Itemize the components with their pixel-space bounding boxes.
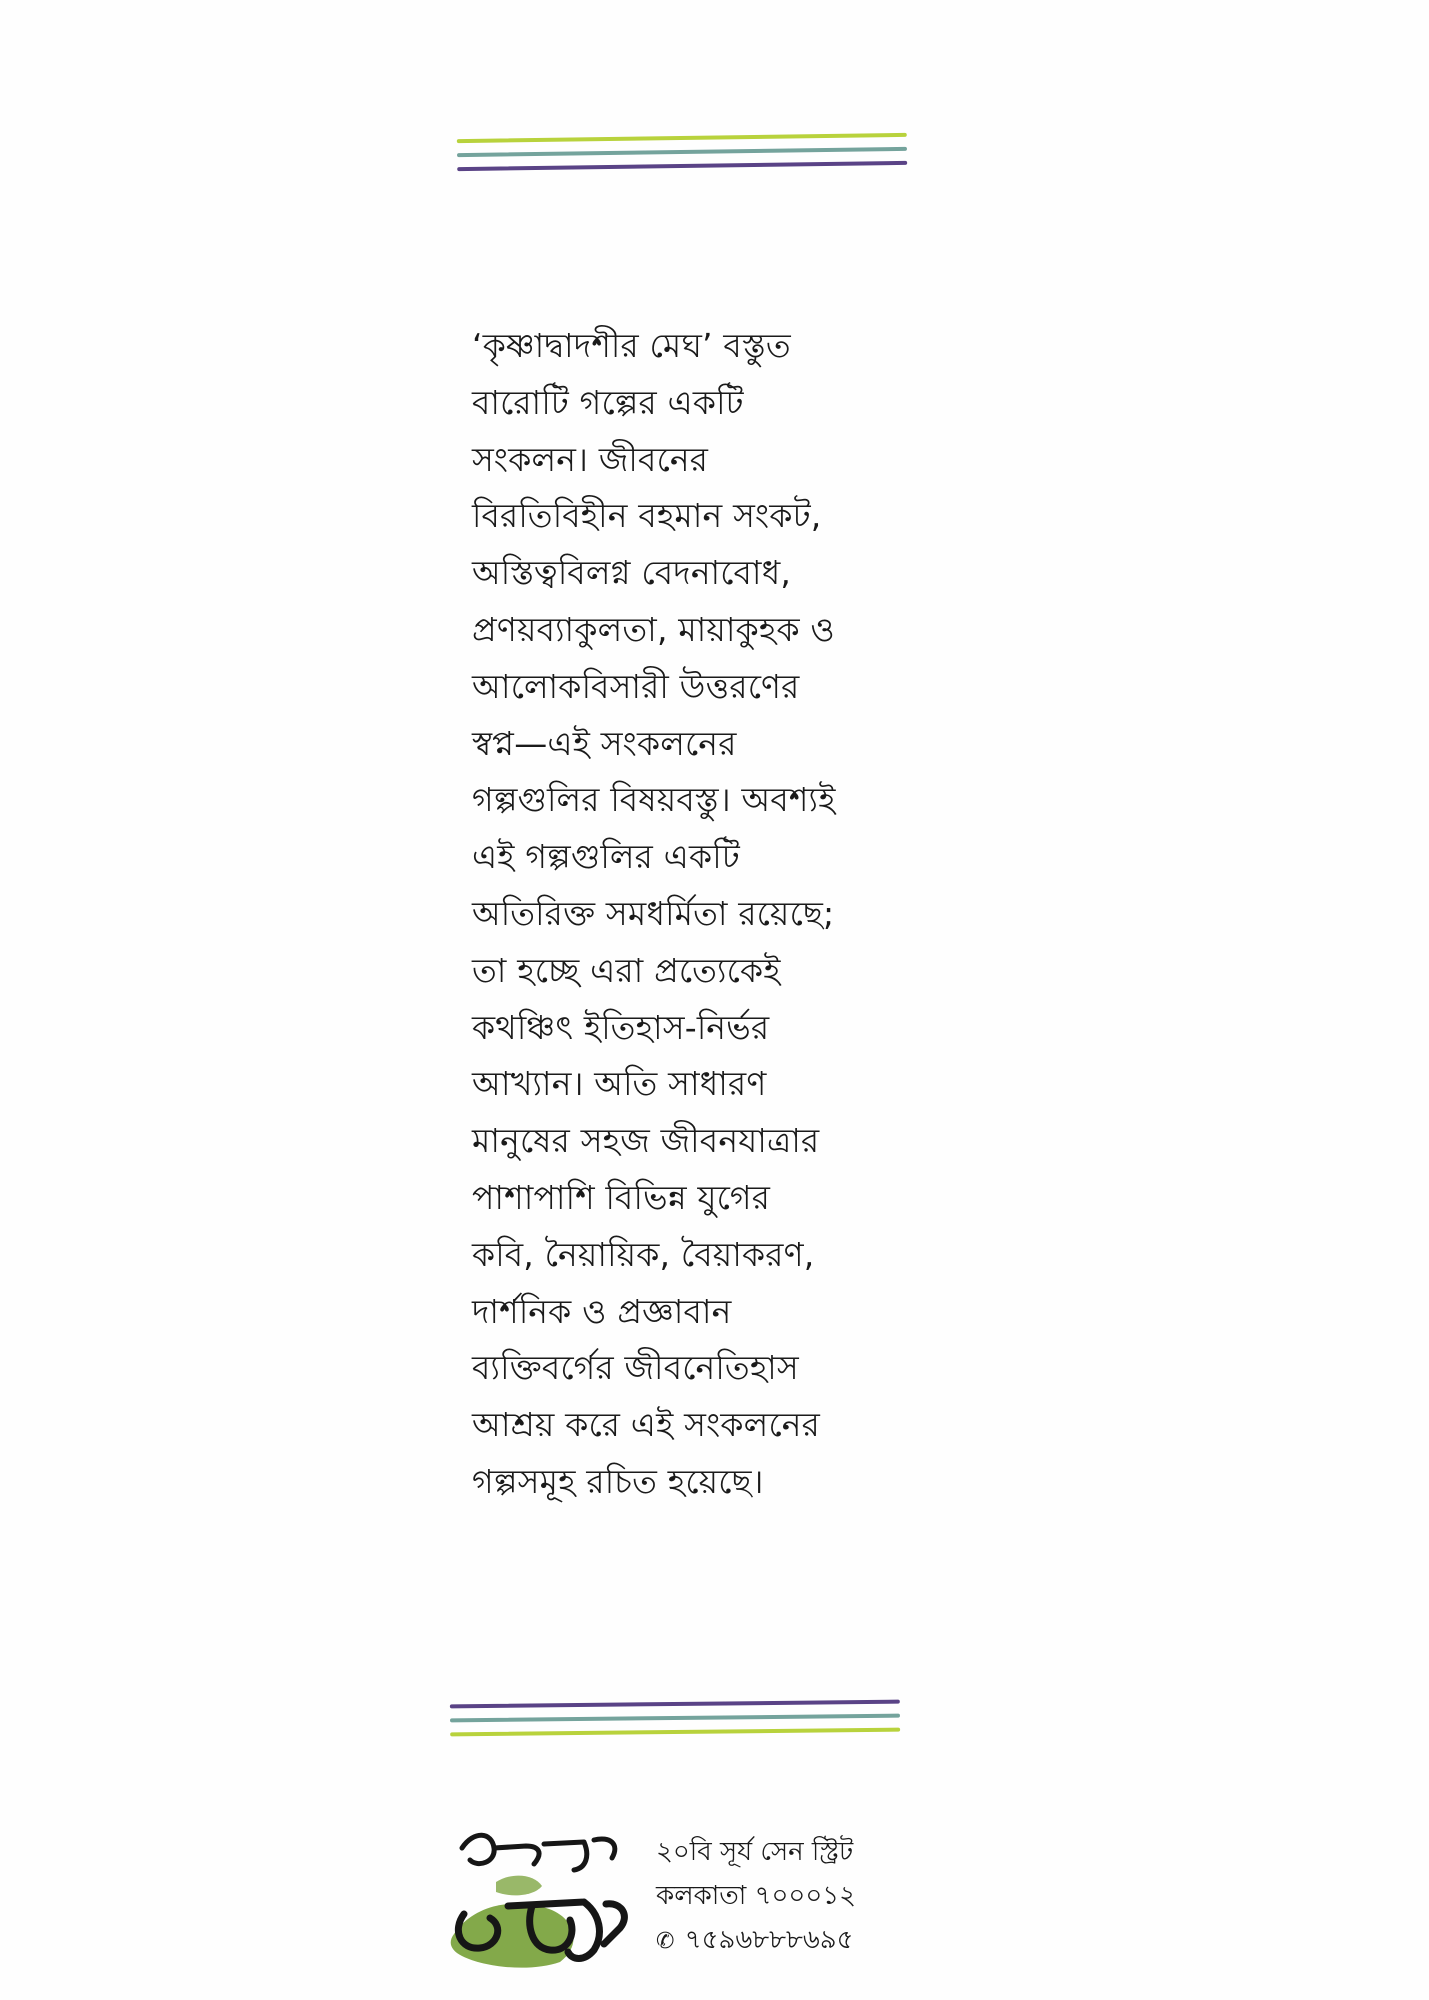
address-city: কলকাতা ৭০০০১২ (656, 1881, 857, 1911)
blurb-line: কথঞ্চিৎ ইতিহাস-নির্ভর (472, 1007, 770, 1047)
blurb-line: অস্তিত্ববিলগ্ন বেদনাবোধ, (472, 553, 792, 593)
publisher-block (434, 1822, 884, 1972)
blurb-line: তা হচ্ছে এরা প্রত্যেকেই (472, 950, 781, 990)
blurb-line: কবি, নৈয়ায়িক, বৈয়াকরণ, (472, 1234, 815, 1274)
phone-row (656, 1918, 896, 1964)
publisher-logo (434, 1822, 649, 1972)
rule-purple (450, 1700, 900, 1709)
rule-lime (457, 133, 907, 143)
blurb-line: গল্পগুলির বিষয়বস্তু। অবশ্যই (472, 780, 836, 820)
blurb-line: সংকলন। জীবনের (472, 439, 709, 479)
blurb-line: পাশাপাশি বিভিন্ন যুগের (472, 1177, 771, 1217)
rule-lime (450, 1728, 900, 1737)
blurb-text (472, 318, 942, 1511)
publisher-logo-graphic (434, 1822, 649, 1972)
blurb-line: আশ্রয় করে এই সংকলনের (472, 1405, 820, 1445)
blurb-line: আলোকবিসারী উত্তরণের (472, 666, 800, 706)
phone-number: ৭৫৯৬৮৮৮৬৯৫ (684, 1925, 854, 1955)
bottom-decorative-rules (450, 1700, 900, 1737)
blurb-line: বিরতিবিহীন বহমান সংকট, (472, 496, 822, 536)
blurb-line: বারোটি গল্পের একটি (472, 382, 744, 422)
blurb-line: মানুষের সহজ জীবনযাত্রার (472, 1121, 820, 1161)
blurb-line: আখ্যান। অতি সাধারণ (472, 1064, 767, 1104)
logo-line1-text: প্রান্তিনিট (464, 1841, 568, 1876)
blurb-line: ‘কৃষ্ণাদ্বাদশীর মেঘ’ বস্তুত (472, 326, 791, 365)
top-decorative-rules (457, 133, 907, 171)
publisher-address (656, 1830, 896, 1964)
blurb-line: প্রণয়ব্যাকুলতা, মায়াকুহক ও (472, 609, 835, 649)
blurb-line: এই গল্পগুলির একটি (472, 837, 740, 877)
rule-teal (450, 1714, 900, 1723)
rule-purple (457, 161, 907, 171)
address-street: ২০বি সূর্য সেন স্ট্রিট (656, 1837, 854, 1867)
blurb-line: ব্যক্তিবর্গের জীবনেতিহাস (472, 1348, 799, 1388)
rule-teal (457, 147, 907, 157)
blurb-line: দার্শনিক ও প্রজ্ঞাবান (472, 1291, 732, 1331)
phone-icon: ✆ (656, 1929, 675, 1954)
blurb-line: স্বপ্ন—এই সংকলনের (472, 723, 737, 763)
blurb-line: গল্পসমূহ রচিত হয়েছে। (472, 1461, 764, 1501)
blurb-line: অতিরিক্ত সমধর্মিতা রয়েছে; (472, 893, 835, 933)
